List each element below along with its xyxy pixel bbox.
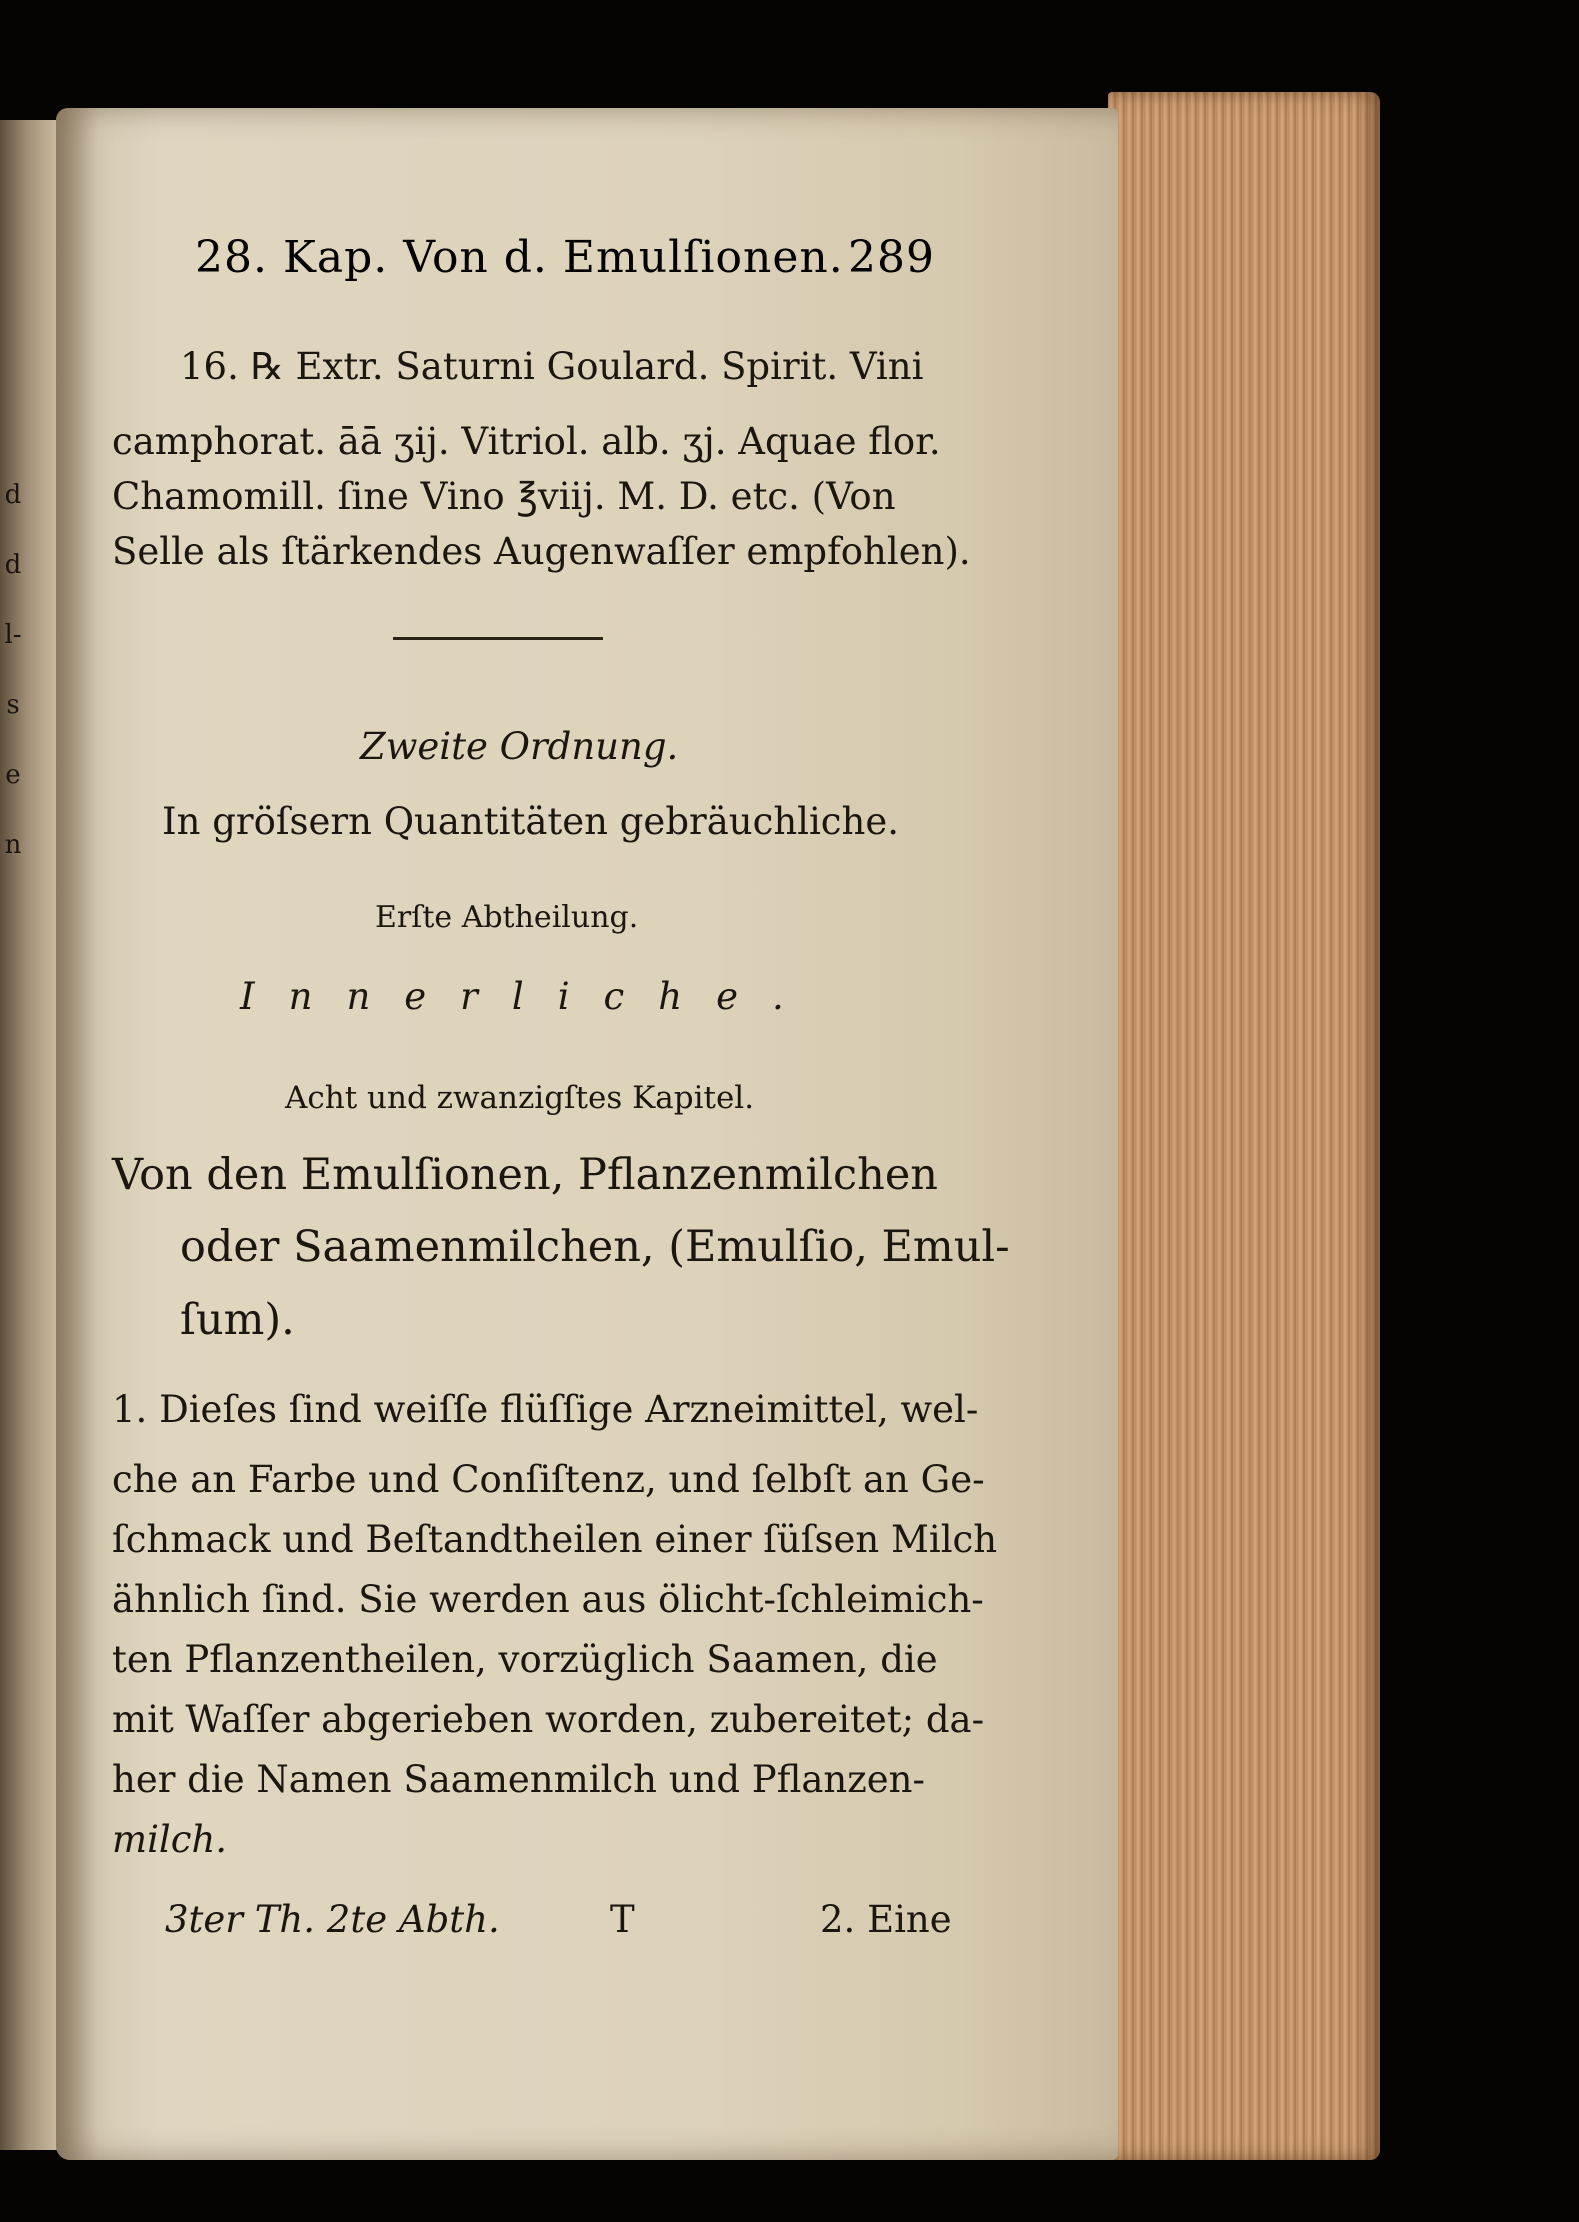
body-line: milch. bbox=[112, 1818, 228, 1861]
order-subtitle: In gröſsern Quantitäten gebräuchliche. bbox=[162, 800, 900, 843]
left-margin-char: d bbox=[4, 550, 22, 580]
chapter-title-line: oder Saamenmilchen, (Emulſio, Emul- bbox=[180, 1222, 1010, 1272]
left-margin-char: e bbox=[5, 760, 21, 790]
signature-mark: 3ter Th. 2te Abth. bbox=[165, 1898, 500, 1941]
recipe-line: camphorat. āā ʒij. Vitriol. alb. ʒj. Aquae flor. bbox=[112, 420, 941, 463]
body-line: ſchmack und Beſtandtheilen einer ſüſsen Milch bbox=[112, 1518, 998, 1561]
recipe-line: 16. ℞ Extr. Saturni Goulard. Spirit. Vini bbox=[180, 345, 924, 388]
page-number: 289 bbox=[848, 232, 935, 283]
running-head bbox=[195, 232, 935, 292]
order-title: Zweite Ordnung. bbox=[360, 725, 679, 768]
left-margin-char: s bbox=[6, 690, 20, 720]
body-line: che an Farbe und Conſiſtenz, und ſelbſt an Ge- bbox=[112, 1458, 985, 1501]
chapter-title-line: Von den Emulſionen, Pflanzenmilchen bbox=[112, 1150, 938, 1200]
body-line: ähnlich ſind. Sie werden aus ölicht-ſchleimich- bbox=[112, 1578, 984, 1621]
body-line: her die Namen Saamenmilch und Pflanzen- bbox=[112, 1758, 925, 1801]
page-block-edges bbox=[1108, 92, 1380, 2160]
left-page-margin-text bbox=[2, 460, 24, 880]
division-heading: Erſte Abtheilung. bbox=[375, 900, 639, 935]
catchword: 2. Eine bbox=[820, 1898, 952, 1941]
chapter-title-line: ſum). bbox=[180, 1295, 295, 1345]
section-divider bbox=[393, 637, 603, 640]
left-margin-char: d bbox=[4, 480, 22, 510]
header-title: 28. Kap. Von d. Emulſionen. bbox=[195, 232, 844, 283]
recipe-line: Selle als ſtärkendes Augenwaſſer empfohlen). bbox=[112, 530, 971, 573]
body-line: 1. Dieſes ſind weiſſe flüſſige Arzneimittel, wel- bbox=[112, 1388, 979, 1431]
recipe-line: Chamomill. ſine Vino ℥viij. M. D. etc. (Von bbox=[112, 475, 896, 518]
category-heading: Innerliche. bbox=[240, 975, 818, 1018]
body-line: ten Pflanzentheilen, vorzüglich Saamen, die bbox=[112, 1638, 938, 1681]
body-line: mit Waſſer abgerieben worden, zubereitet; da- bbox=[112, 1698, 985, 1741]
sheet-mark: T bbox=[610, 1898, 635, 1941]
left-page-edge bbox=[0, 120, 62, 2150]
left-margin-char: n bbox=[4, 830, 22, 860]
left-margin-char: l- bbox=[4, 620, 22, 650]
chapter-label: Acht und zwanzigſtes Kapitel. bbox=[285, 1080, 755, 1116]
